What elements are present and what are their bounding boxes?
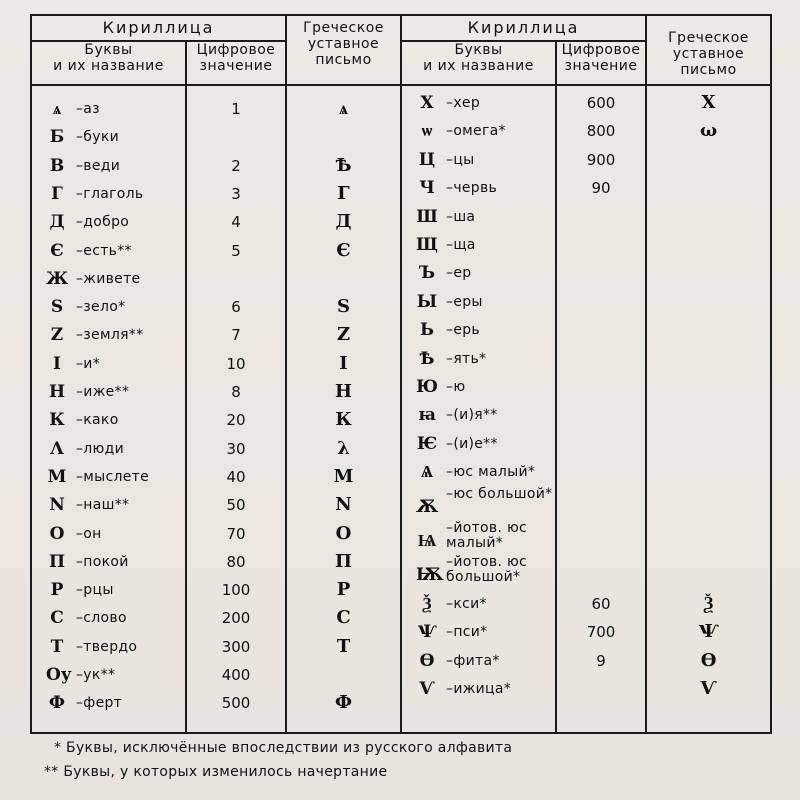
letter-glyph: В (49, 155, 65, 176)
digit-value: 500 (221, 694, 251, 713)
digit-value: 60 (591, 594, 611, 613)
greek-header-left-line2: уставное (307, 36, 380, 52)
greek-letter: Т (336, 635, 351, 657)
greek-letter: Р (336, 579, 351, 601)
letter-name: –ша (446, 208, 476, 225)
letter-glyph: Ш (416, 206, 438, 227)
letter-glyph: Ѭ (416, 565, 444, 586)
letter-glyph: N (49, 495, 65, 516)
letter-glyph: Ю (416, 377, 438, 397)
letter-name: –слово (76, 610, 127, 627)
digit-value: 900 (586, 150, 616, 169)
greek-letter: І (339, 352, 348, 374)
letter-name: –аз (76, 101, 100, 117)
cyrillic-header-right: Кириллица (401, 15, 646, 41)
greek-letter: С (336, 607, 351, 629)
letter-glyph: Λ (50, 438, 64, 459)
letter-name: –фита* (446, 652, 500, 669)
letter-glyph: Ѩ (417, 531, 437, 551)
letter-glyph: ѡ (421, 121, 433, 142)
digit-header-left-line1: Цифровое (196, 42, 276, 58)
digit-value: 9 (596, 651, 606, 670)
digit-value: 70 (226, 524, 246, 543)
greek-letter: Ѱ (698, 621, 719, 643)
greek-letter: М (333, 465, 354, 487)
letter-name: –ща (446, 237, 476, 253)
letter-glyph: Щ (416, 235, 438, 255)
letter-name: –ю (446, 379, 466, 395)
digit-value: 40 (226, 467, 246, 486)
digit-value: 20 (226, 411, 246, 430)
right-values-column (556, 85, 646, 733)
letter-glyph: П (48, 551, 66, 572)
greek-letter: Ѵ (700, 678, 717, 699)
letter-name: –живете (76, 270, 141, 287)
digit-value: 10 (226, 354, 246, 373)
greek-letter: О (335, 522, 352, 544)
greek-letter: Н (335, 381, 353, 402)
digit-header-right-line1: Цифровое (561, 42, 641, 58)
letter-glyph: Оу (46, 665, 72, 685)
letter-glyph: К (49, 410, 65, 431)
letter-glyph: Ъ (418, 263, 436, 284)
letter-glyph: Т (50, 636, 64, 657)
letter-glyph: Ѣ (419, 348, 435, 369)
digit-value: 80 (226, 552, 246, 571)
digit-value: 5 (231, 241, 241, 260)
letter-name: –червь (446, 180, 498, 197)
letters-header-right-line2: и их название (423, 58, 534, 74)
letter-name: –веди (76, 157, 121, 174)
letter-glyph: Ѫ (416, 496, 439, 517)
right-letters-column (401, 85, 556, 733)
digit-value: 400 (221, 666, 251, 684)
letters-header-right-line1: Буквы (454, 42, 503, 58)
letter-name: –како (76, 412, 119, 429)
digit-value: 600 (586, 94, 616, 112)
digit-value: 90 (591, 179, 611, 198)
letter-glyph: Ѱ (417, 622, 437, 643)
letter-name: –ферт (76, 695, 123, 712)
greek-letter: Ѣ (335, 154, 352, 176)
letter-name: –рцы (76, 582, 114, 599)
letter-name: –йотов. юс большой* (446, 554, 528, 586)
greek-header-right-line1: Греческое (668, 30, 749, 46)
letter-name: –ук** (76, 667, 116, 683)
letter-name: –ерь (446, 322, 480, 339)
letter-name: –кси* (446, 595, 487, 612)
digit-value: 50 (226, 496, 246, 515)
greek-letter: Ζ (336, 324, 351, 346)
letter-name: –зело* (76, 299, 126, 316)
letter-glyph: Ч (419, 178, 435, 199)
digit-value: 3 (231, 184, 241, 203)
letter-name: –буки (76, 129, 119, 146)
letter-glyph: І (53, 353, 61, 374)
letter-name: –покой (76, 553, 129, 570)
right-greek-column (646, 85, 771, 733)
letter-name: –омега* (446, 123, 506, 140)
letter-name: –йотов. юс малый* (446, 520, 528, 551)
letter-glyph: ѧ (52, 99, 62, 119)
digit-value: 7 (231, 326, 241, 345)
letter-glyph: ꙗ (418, 405, 436, 426)
greek-letter: Ѳ (700, 649, 717, 671)
letter-glyph: Ѧ (420, 462, 434, 483)
letters-header-right (401, 41, 556, 85)
greek-header-right-line2: уставное (672, 46, 745, 62)
digit-value: 6 (231, 298, 241, 317)
letter-glyph: О (49, 523, 65, 544)
letter-glyph: Ы (416, 291, 438, 312)
letter-name: –(и)я** (446, 407, 498, 424)
letter-name: –юс большой* (446, 485, 553, 502)
letter-glyph: Ѥ (416, 433, 438, 454)
digit-value: 1 (231, 100, 241, 118)
digit-value: 30 (226, 439, 246, 458)
letter-glyph: Ѳ (419, 650, 435, 671)
letters-header-left-line2: и их название (53, 58, 164, 74)
letter-glyph: Ζ (50, 325, 64, 346)
letter-glyph: Г (51, 183, 63, 204)
greek-letter: ѧ (339, 98, 349, 119)
greek-letter: П (335, 550, 353, 572)
letter-glyph: Д (49, 212, 65, 233)
greek-letter: Ѯ (703, 592, 714, 614)
cyrillic-header-left: Кириллица (31, 15, 286, 41)
letter-name: –еры (446, 293, 483, 310)
letter-glyph: Ѯ (422, 593, 432, 614)
letter-glyph: Є (50, 240, 64, 261)
letter-name: –мыслете (76, 468, 150, 485)
digit-header-left (186, 41, 286, 85)
greek-header-left-line3: письмо (315, 52, 372, 68)
greek-header-left-line1: Греческое (303, 20, 384, 36)
letter-name: –ер (446, 265, 472, 282)
letter-glyph: Ж (46, 268, 69, 289)
left-values-column (186, 85, 286, 733)
footnote-excluded: * Буквы, исключённые впоследствии из русского алфавита (54, 740, 513, 756)
letter-glyph: С (50, 608, 64, 629)
letter-glyph: Х (420, 93, 434, 113)
greek-letter: К (335, 409, 352, 431)
letter-name: –твердо (76, 638, 138, 655)
greek-header-left (286, 15, 401, 85)
letters-header-left (31, 41, 186, 85)
letter-glyph: М (47, 466, 67, 487)
digit-value: 700 (586, 623, 616, 642)
letter-name: –хер (446, 95, 481, 111)
digit-value: 4 (231, 213, 241, 232)
greek-letter: Д (335, 211, 352, 233)
digit-header-right (556, 41, 646, 85)
letter-glyph: Ѵ (419, 679, 435, 699)
greek-letter: Є (336, 239, 351, 261)
letter-glyph: Ь (420, 320, 435, 341)
letter-name: –юс малый* (446, 464, 536, 481)
greek-header-right-line3: письмо (680, 62, 737, 78)
letter-name: –есть** (76, 242, 132, 259)
letter-name: –он (76, 525, 102, 542)
letter-name: –земля** (76, 327, 144, 344)
digit-value: 800 (586, 122, 616, 141)
digit-value: 2 (231, 156, 241, 175)
left-greek-column (286, 85, 401, 733)
greek-letter: ω (699, 120, 718, 142)
letter-glyph: Н (48, 382, 66, 402)
greek-letter: λ (337, 437, 350, 459)
footnote-changed: ** Буквы, у которых изменилось начертание (44, 764, 388, 780)
greek-letter: Ф (334, 692, 353, 714)
greek-letter: Ѕ (337, 296, 351, 318)
digit-value: 100 (221, 581, 251, 600)
letter-glyph: Б (49, 127, 65, 148)
letter-name: –цы (446, 151, 475, 168)
greek-letter: Г (337, 182, 350, 204)
letter-name: –наш** (76, 497, 130, 514)
digit-header-right-line2: значение (564, 58, 638, 74)
digit-header-left-line2: значение (199, 58, 273, 74)
letter-name: –иже** (76, 384, 130, 400)
letter-name: –глаголь (76, 185, 144, 202)
letter-glyph: Ф (48, 693, 66, 714)
letter-glyph: Ѕ (50, 297, 64, 318)
alphabet-table (30, 14, 772, 734)
letter-name: –ижица* (446, 681, 512, 697)
left-letters-column (31, 85, 186, 733)
letter-name: –(и)е** (446, 435, 498, 452)
digit-value: 200 (221, 609, 251, 628)
letter-glyph: Ц (418, 149, 436, 170)
letter-name: –добро (76, 214, 130, 231)
letters-header-left-line1: Буквы (84, 42, 133, 58)
greek-header-right (646, 15, 771, 85)
letter-name: –ять* (446, 350, 487, 367)
greek-letter: Х (701, 92, 716, 113)
digit-value: 300 (221, 637, 251, 656)
letter-name: –и* (76, 355, 100, 372)
digit-value: 8 (231, 383, 241, 401)
letter-name: –люди (76, 440, 125, 457)
letter-name: –пси* (446, 624, 488, 641)
greek-letter: N (335, 494, 352, 516)
letter-glyph: Ρ (50, 580, 64, 601)
